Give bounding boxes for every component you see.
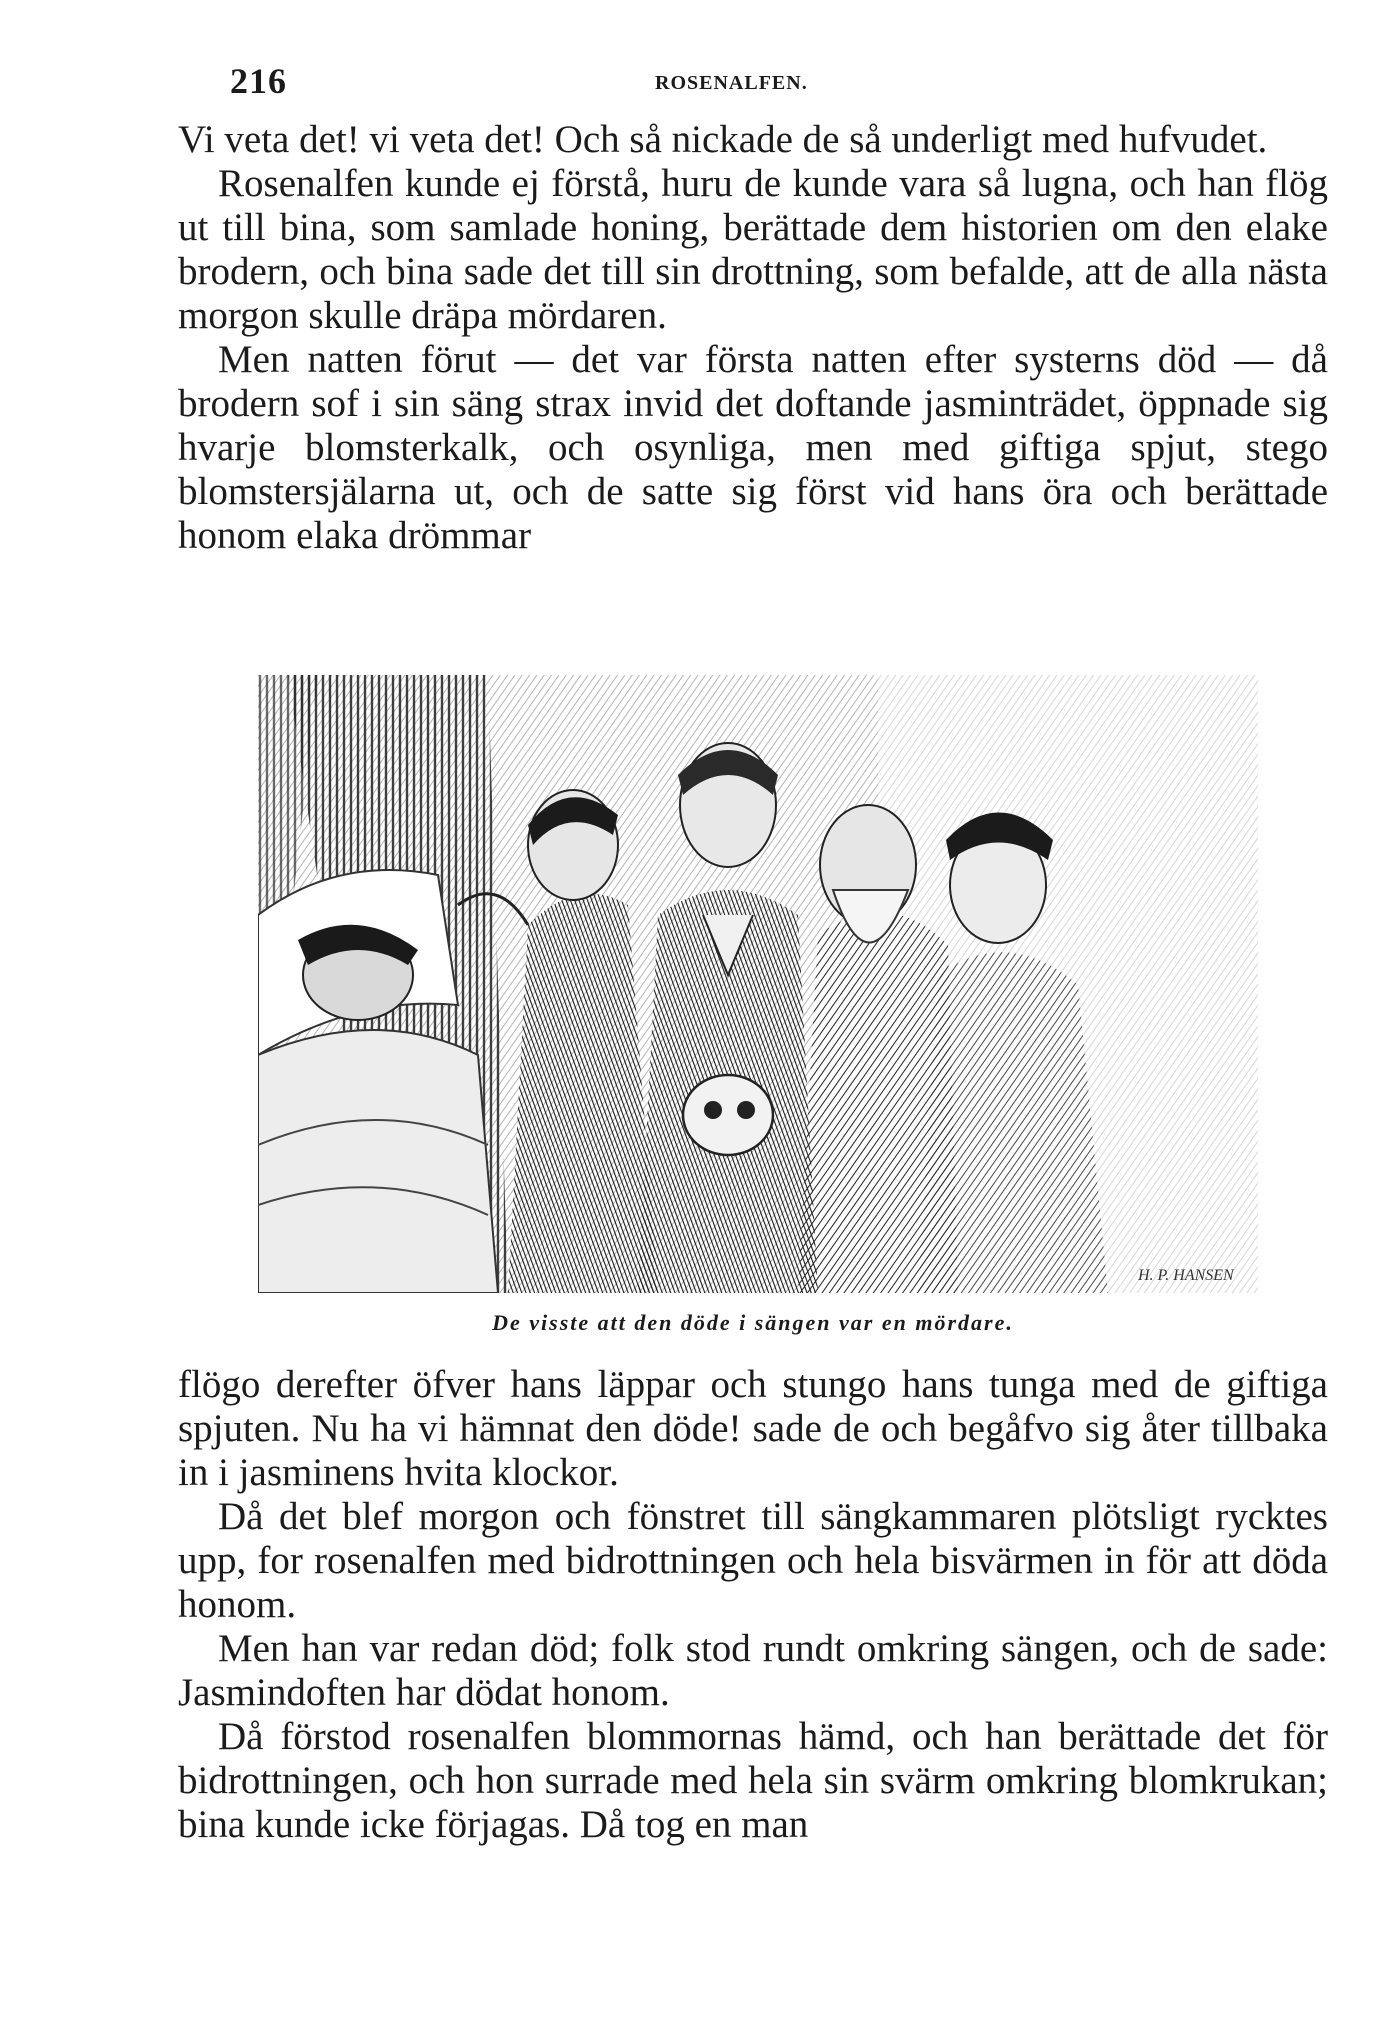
paragraph: Då förstod rosenalfen blommornas hämd, och han berättade det för bidrottningen, och hon surrade med hela sin svärm omkring blomkrukan; bina kunde icke förjagas. Då tog en man xyxy=(178,1715,1328,1846)
page-header xyxy=(230,60,1330,104)
paragraph: Men natten förut — det var första natten efter systerns död — då brodern sof i sin säng strax invid det doftande jasminträdet, öppnade sig hvarje blomsterkalk, och osynliga, men med giftiga spjut, stego blomstersjälarna ut, och de satte sig först vid hans öra och berättade honom elaka drömmar xyxy=(178,338,1328,557)
paragraph: Rosenalfen kunde ej förstå, huru de kunde vara så lugna, och han flög ut till bina, som samlade honing, berättade dem historien om den elake brodern, och bina sade det till sin drottning, som befalde, att de alla nästa morgon skulle dräpa mördaren. xyxy=(178,162,1328,337)
bed-blanket xyxy=(258,1030,498,1293)
paragraph: Då det blef morgon och fönstret till sängkammaren plötsligt rycktes upp, for rosenalfen med bidrottningen och hela bisvärmen in för att döda honom. xyxy=(178,1495,1328,1626)
paragraph: Vi veta det! vi veta det! Och så nickade de så underligt med hufvudet. xyxy=(178,118,1268,161)
text-block-bottom xyxy=(178,1363,1328,1847)
illustration-caption: De visste att den döde i sängen var en mördare. xyxy=(492,1310,1014,1335)
running-title: ROSENALFEN. xyxy=(655,72,808,94)
text-block-top xyxy=(178,118,1328,558)
skull xyxy=(683,1075,773,1155)
paragraph: flögo derefter öfver hans läppar och stungo hans tunga med de giftiga spjuten. Nu ha vi hämnat den döde! sade de och begåfvo sig åter tillbaka in i jasminens hvita klockor. xyxy=(178,1363,1328,1494)
page-number: 216 xyxy=(230,61,287,101)
engraving-drawing xyxy=(258,675,1258,1293)
paragraph: Men han var redan död; folk stod rundt omkring sängen, och de sade: Jasmindoften har dödat honom. xyxy=(178,1627,1328,1714)
artist-signature: H. P. HANSEN xyxy=(1138,1267,1234,1284)
engraving-illustration xyxy=(258,675,1258,1293)
figure-man-with-cap xyxy=(918,952,1108,1293)
